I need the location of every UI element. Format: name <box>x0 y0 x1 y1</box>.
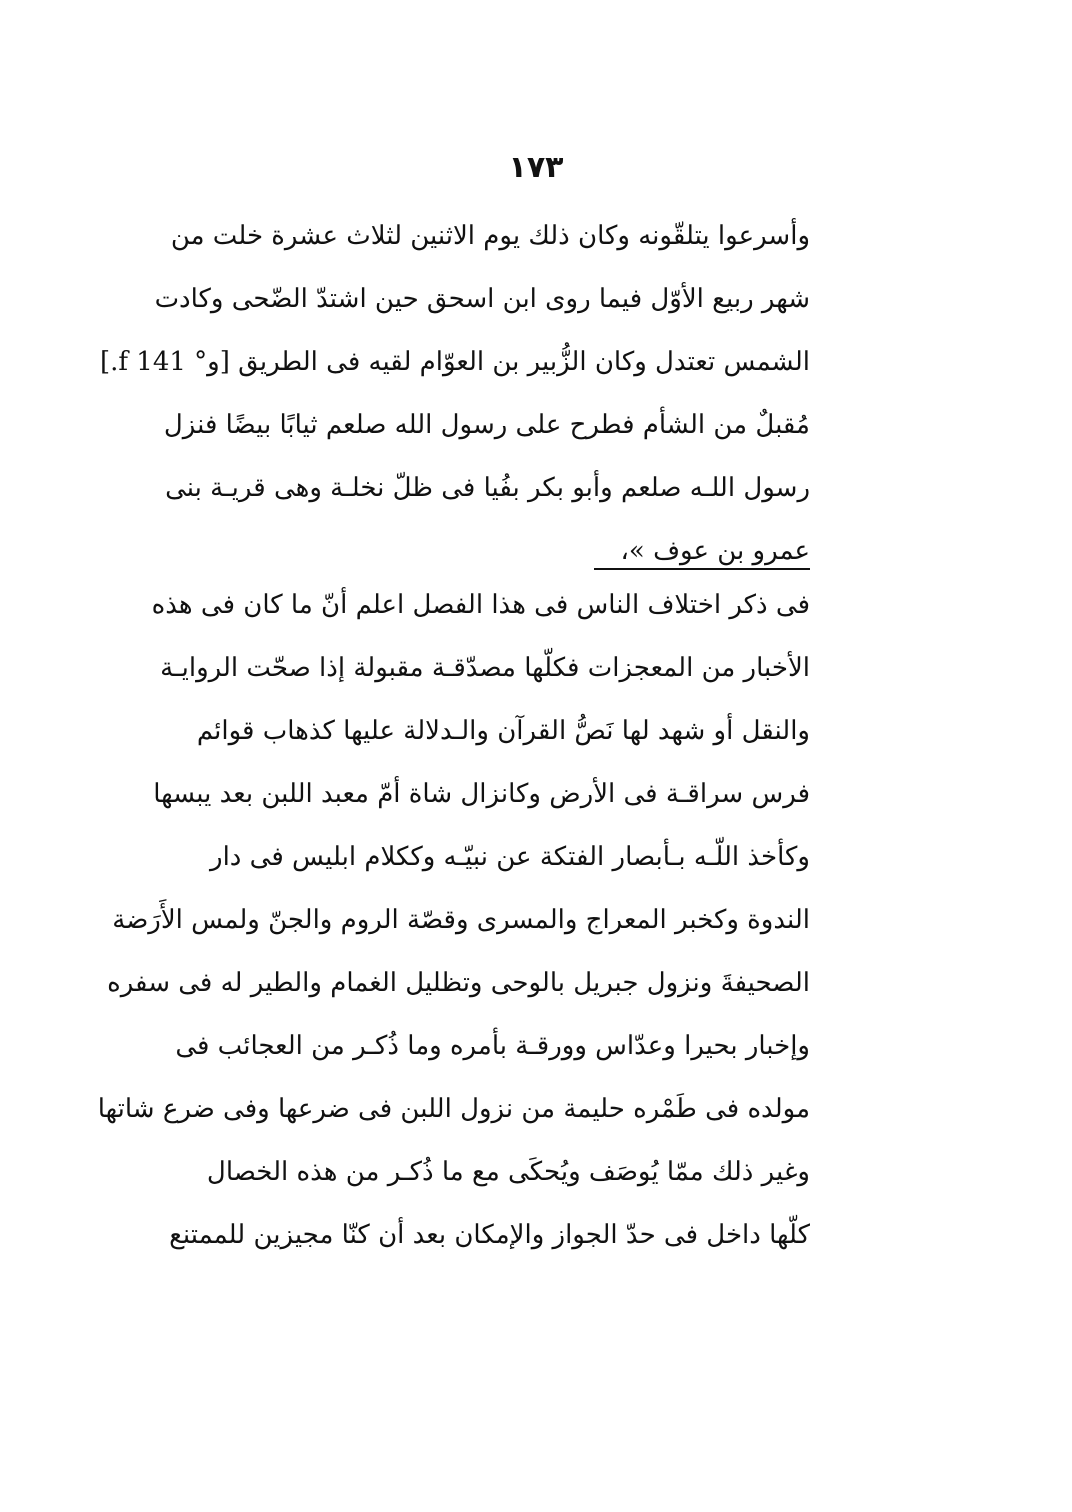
text-line: فرس سراقـة فى الأرض وكانزال شاة أمّ معبد اللبن بعد يبسها <box>153 779 810 809</box>
text-line: رسول اللـه صلعم وأبو بكر بفُيا فى ظلّ نخلـة وهى قريـة بنى <box>165 473 810 503</box>
text-line: وكأخذ اللّـه بـأبصار الفتكة عن نبيّـه وككلام ابليس فى دار <box>210 842 810 872</box>
main-paragraph <box>97 574 810 1267</box>
text-line: الأخبار من المعجزات فكلّها مصدّقـة مقبولة إذا صحّت الروايـة <box>160 653 810 683</box>
text-line: شهر ربيع الأوّل فيما روى ابن اسحق حين اشتدّ الضّحى وكادت <box>154 284 810 314</box>
text-line: مُقبلٌ من الشأم فطرح على رسول الله صلعم ثيابًا بيضًا فنزل <box>163 410 810 440</box>
text-line: مولده فى طَمْره حليمة من نزول اللبن فى ضرعها وفى ضرع شاتها <box>97 1094 810 1124</box>
text-line: وإخبار بحيرا وعدّاس وورقـة بأمره وما ذُكـر من العجائب فى <box>175 1031 810 1061</box>
section-divider <box>594 568 810 570</box>
text-line: وغير ذلك ممّا يُوصَف ويُحكَى مع ما ذُكـر من هذه الخصال <box>206 1157 810 1187</box>
text-line: كلّها داخل فى حدّ الجواز والإمكان بعد أن كنّا مجيزين للممتنع <box>169 1220 810 1250</box>
text-line: عمرو بن عوف »، <box>620 536 810 566</box>
text-line: الصحيفةَ ونزول جبريل بالوحى وتظليل الغمام والطير له فى سفره <box>107 968 810 998</box>
quote-paragraph <box>99 205 810 583</box>
text-line: الندوة وكخبر المعراج والمسرى وقصّة الروم والجنّ ولمس الأَرَضة <box>112 905 810 935</box>
text-line: فى ذكر اختلاف الناس فى هذا الفصل اعلم أنّ ما كان فى هذه <box>151 590 810 620</box>
text-line: والنقل أو شهد لها نَصُّ القرآن والـدلالة عليها كذهاب قوائم <box>196 716 810 746</box>
text-line: الشمس تعتدل وكان الزُّبير بن العوّام لقيه فى الطريق [ﻭ° 141 f.] <box>99 347 810 377</box>
text-line: وأسرعوا يتلقّونه وكان ذلك يوم الاثنين لثلاث عشرة خلت من <box>170 221 810 251</box>
page-number: ١٧٣ <box>508 150 564 185</box>
